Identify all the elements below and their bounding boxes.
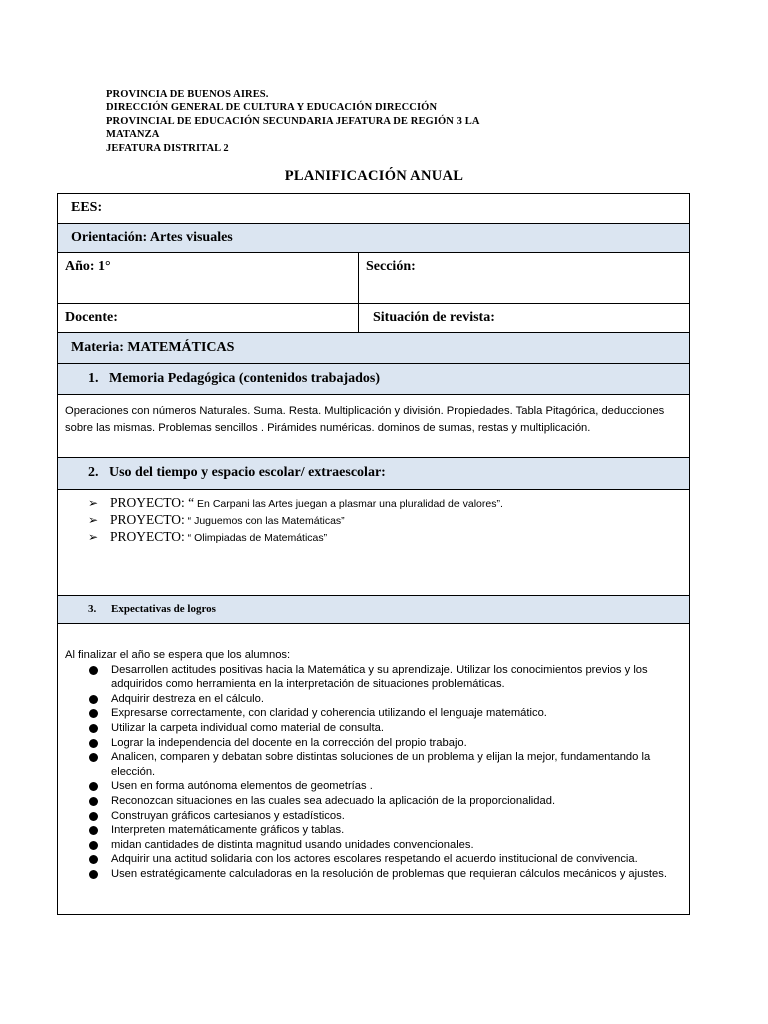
proyecto-label: PROYECTO: (110, 512, 185, 527)
expectativa-text: Usen estratégicamente calculadoras en la resolución de problemas que requieran cálculos mecánicos y ajustes. (111, 867, 667, 880)
proyecto-item (88, 529, 327, 545)
expectativas-intro: Al finalizar el año se espera que los alumnos: (65, 649, 291, 661)
situacion-label: Situación de revista: (373, 310, 495, 325)
expectativa-text: Reconozcan situaciones en las cuales sea adecuado la aplicación de la proporcionalidad. (111, 794, 556, 807)
bullet-icon (89, 782, 98, 791)
expectativa-text: Adquirir una actitud solidaria con los actores escolares respetando el acuerdo institucional de convivencia. (111, 853, 638, 866)
proyectos-row (58, 490, 689, 596)
bullet-icon (89, 666, 98, 675)
materia-label: Materia: MATEMÁTICAS (71, 340, 235, 355)
expectativa-item (65, 867, 685, 882)
header-line: DIRECCIÓN GENERAL DE CULTURA Y EDUCACIÓN DIRECCIÓN (106, 102, 438, 114)
expectativa-text: Analicen, comparen y debatan sobre distintas soluciones de un problema y elijan la mejor, fundamentando la elección. (111, 751, 651, 778)
seccion-label: Sección: (366, 259, 416, 274)
header-line: JEFATURA DISTRITAL 2 (106, 142, 229, 154)
bullet-icon (89, 709, 98, 718)
anio-seccion-row (58, 253, 689, 304)
planning-table (57, 193, 690, 915)
bullet-icon (89, 739, 98, 748)
orientacion-row (58, 224, 689, 253)
arrow-bullet-icon: ➢ (88, 513, 99, 527)
expectativa-text: Utilizar la carpeta individual como material de consulta. (111, 721, 384, 734)
expectativa-text: Lograr la independencia del docente en la corrección del propio trabajo. (111, 736, 467, 749)
bullet-icon (89, 870, 98, 879)
header-line: MATANZA (106, 129, 160, 141)
bullet-icon (89, 855, 98, 864)
expectativa-item (65, 823, 685, 838)
institution-header (106, 88, 526, 155)
orientacion-label: Orientación: Artes visuales (71, 230, 233, 245)
ees-row (58, 194, 689, 224)
proyecto-label: PROYECTO: “ (110, 495, 195, 510)
memoria-row (58, 395, 689, 458)
proyecto-label: PROYECTO: (110, 529, 185, 544)
anio-label: Año: 1° (65, 259, 111, 274)
proyecto-name: En Carpani las Artes juegan a plasmar una pluralidad de valores”. (194, 498, 503, 510)
section1-number: 1. (88, 371, 99, 386)
expectativa-text: Expresarse correctamente, con claridad y coherencia utilizando el lenguaje matemático. (111, 707, 547, 720)
proyecto-name: “ Olimpiadas de Matemáticas” (184, 532, 328, 544)
ees-label: EES: (71, 200, 103, 215)
bullet-icon (89, 826, 98, 835)
document-title: PLANIFICACIÓN ANUAL (284, 168, 464, 184)
arrow-bullet-icon: ➢ (88, 496, 99, 510)
expectativas-list (65, 648, 685, 882)
expectativa-item (65, 692, 685, 707)
header-line: PROVINCIAL DE EDUCACIÓN SECUNDARIA JEFATURA DE REGIÓN 3 LA (106, 115, 480, 127)
section1-header (58, 364, 689, 395)
bullet-icon (89, 812, 98, 821)
section3-title: Expectativas de logros (111, 603, 216, 615)
expectativa-text: Desarrollen actitudes positivas hacia la Matemática y su aprendizaje. Utilizar los conocimientos previos y los adquiridos como herramienta en la interpretación de situaciones problemáticas. (111, 663, 648, 691)
expectativa-item (65, 750, 685, 779)
expectativa-item (65, 706, 685, 721)
header-line: PROVINCIA DE BUENOS AIRES. (106, 89, 269, 100)
section3-header (58, 596, 689, 624)
arrow-bullet-icon: ➢ (88, 530, 99, 544)
expectativa-item (65, 721, 685, 736)
expectativa-text: Interpreten matemáticamente gráficos y tablas. (111, 824, 345, 837)
materia-row (58, 333, 689, 364)
expectativa-item (65, 663, 685, 692)
bullet-icon (89, 695, 98, 704)
memoria-text: Operaciones con números Naturales. Suma. Resta. Multiplicación y división. Propiedades. Tabla Pitagórica, deducciones sobre las mismas. Problemas sencillos . Pirámides numéricas. dominos de sumas, restas y multiplicación. (65, 405, 665, 434)
section2-title: Uso del tiempo y espacio escolar/ extraescolar: (109, 465, 386, 480)
bullet-icon (89, 841, 98, 850)
bullet-icon (89, 753, 98, 762)
expectativa-item (65, 794, 685, 809)
section2-header (58, 458, 689, 490)
expectativa-text: midan cantidades de distinta magnitud usando unidades convencionales. (111, 838, 474, 851)
docente-row (58, 304, 689, 333)
proyecto-item (88, 495, 503, 511)
docente-label: Docente: (65, 310, 118, 325)
expectativa-text: Usen en forma autónoma elementos de geometrías . (111, 780, 373, 793)
expectativa-item (65, 838, 685, 853)
expectativa-item (65, 736, 685, 751)
section2-number: 2. (88, 465, 99, 480)
expectativa-item (65, 809, 685, 824)
bullet-icon (89, 724, 98, 733)
section3-number: 3. (88, 603, 97, 615)
section1-title: Memoria Pedagógica (contenidos trabajados) (109, 371, 381, 386)
proyecto-name: “ Juguemos con las Matemáticas” (184, 515, 345, 527)
expectativa-item (65, 779, 685, 794)
bullet-icon (89, 797, 98, 806)
expectativa-text: Adquirir destreza en el cálculo. (111, 692, 264, 705)
proyecto-item (88, 512, 345, 528)
expectativa-item (65, 852, 685, 867)
expectativa-text: Construyan gráficos cartesianos y estadísticos. (111, 809, 345, 822)
expectativas-row (58, 624, 689, 914)
